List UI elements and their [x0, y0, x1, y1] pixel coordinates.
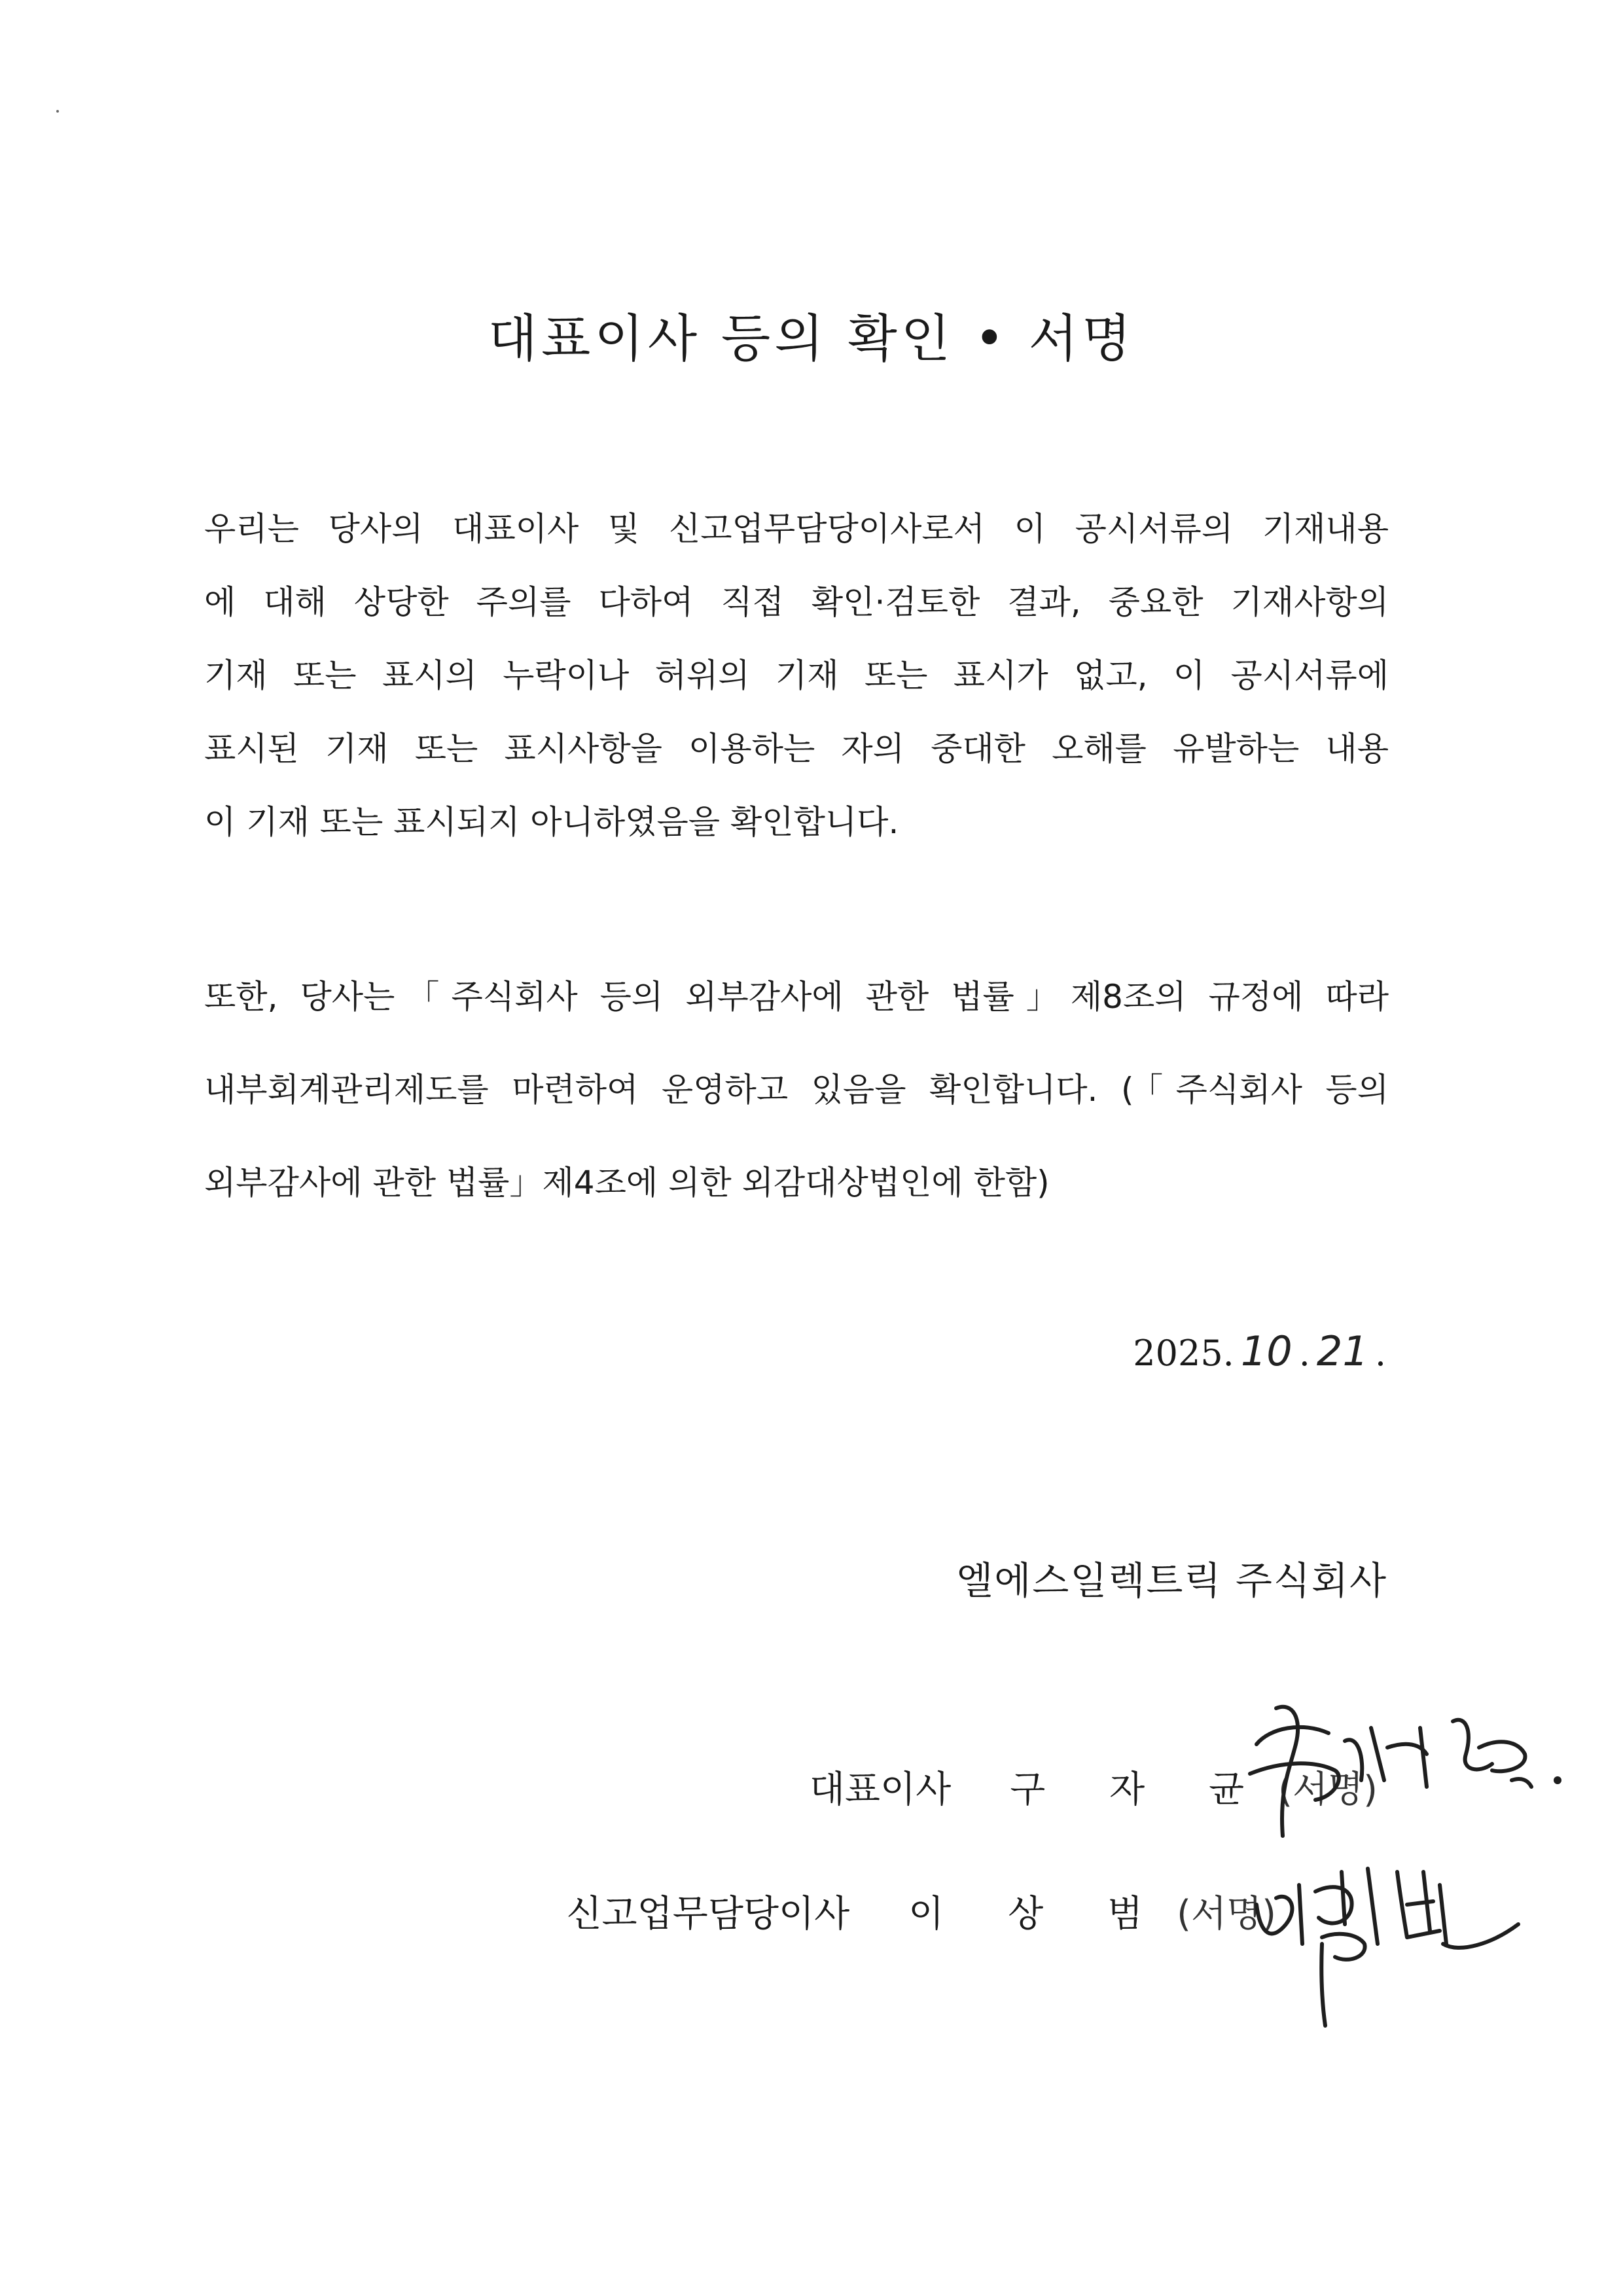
date-day-handwritten: 21 [1316, 1327, 1368, 1375]
internal-control-paragraph [204, 950, 1389, 1229]
paragraph-line: 내부회계관리제도를 마련하여 운영하고 있음을 확인합니다. (「주식회사 등의 [204, 1071, 1389, 1109]
paragraph-line: 외부감사에 관한 법률」제4조에 의한 외감대상법인에 한함) [204, 1164, 1050, 1202]
date-separator: . [1298, 1333, 1310, 1374]
paragraph-line: 우리는 당사의 대표이사 및 신고업무담당이사로서 이 공시서류의 기재내용 [204, 510, 1389, 548]
scan-speck [56, 110, 59, 113]
paragraph-line: 또한, 당사는「주식회사 등의 외부감사에 관한 법률」제8조의 규정에 따라 [204, 978, 1389, 1016]
company-name: 엘에스일렉트릭 주식회사 [956, 1558, 1387, 1603]
signatory-role: 신고업무담당이사 [566, 1893, 850, 1935]
paragraph-line: 에 대해 상당한 주의를 다하여 직접 확인·검토한 결과, 중요한 기재사항의 [204, 583, 1389, 621]
signatory-name: 구 자 균 [1010, 1768, 1271, 1811]
signature-row-disclosure-officer [566, 1885, 1276, 1937]
paragraph-line: 기재 또는 표시의 누락이나 허위의 기재 또는 표시가 없고, 이 공시서류에 [204, 656, 1389, 694]
paragraph-line: 이 기재 또는 표시되지 아니하였음을 확인합니다. [204, 803, 899, 841]
confirmation-paragraph [204, 492, 1389, 859]
paragraph-line: 표시된 기재 또는 표시사항을 이용하는 자의 중대한 오해를 유발하는 내용 [204, 730, 1389, 768]
signature-label: (서명) [1278, 1768, 1378, 1811]
signature-label: (서명) [1177, 1893, 1276, 1935]
date-month-handwritten: 10 [1240, 1327, 1293, 1375]
document-title: 대표이사 등의 확인 • 서명 [488, 310, 1135, 368]
officer-handwritten-signature [1243, 1846, 1544, 2036]
signatory-name: 이 상 범 [908, 1893, 1169, 1935]
signatory-role: 대표이사 [809, 1768, 952, 1811]
date-year: 2025. [1133, 1333, 1234, 1374]
signing-date [1133, 1327, 1386, 1375]
signature-row-ceo [810, 1761, 1378, 1813]
date-end: . [1374, 1333, 1386, 1374]
